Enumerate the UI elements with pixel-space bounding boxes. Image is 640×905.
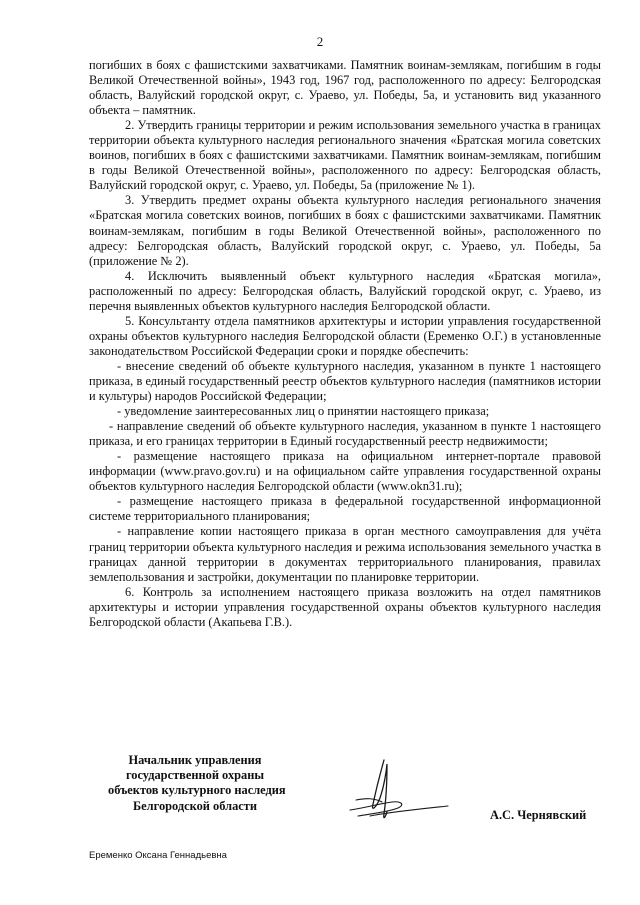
paragraph-item-2: 2. Утвердить границы территории и режим использования земельного участка в границах территории объекта культурного наследия регионального значения «Братская могила советских воинов, погибших в боях с фашистскими захватчиками. Памятник воинам-землякам, погибшим в годы Великой Отечественной войны», расположенного по адресу: Белгородская область, Валуйский городской округ, с. Ураево, ул. Победы, 5а (приложение № 1).	[89, 118, 601, 193]
paragraph-item-5: 5. Консультанту отдела памятников архитектуры и истории управления государственной охраны объектов культурного наследия Белгородской области (Еременко О.Г.) в установленные законодательством Российской Федерации сроки и порядке обеспечить:	[89, 313, 601, 358]
bullet-publication: - размещение настоящего приказа на официальном интернет-портале правовой информации (www.pravo.gov.ru) и на официальном сайте управления государственной охраны объектов культурного наследия Белгородской области (www.okn31.ru);	[89, 449, 601, 494]
executor-name: Еременко Оксана Геннадьевна	[89, 850, 227, 861]
bullet-local-government: - направление копии настоящего приказа в орган местного самоуправления для учёта границ территории объекта культурного наследия и режима использования земельного участка в границах данной территории в документах территориального планирования, правилах землепользования и застройки, документации по планировке территории.	[89, 524, 601, 584]
document-body	[89, 58, 601, 630]
paragraph-continuation: погибших в боях с фашистскими захватчиками. Памятник воинам-землякам, погибшим в годы Великой Отечественной войны», 1943 год, 1967 год, расположенного по адресу: Белгородская область, Валуйский городской округ, с. Ураево, ул. Победы, 5а, и установить вид указанного объекта – памятник.	[89, 58, 601, 118]
paragraph-item-3: 3. Утвердить предмет охраны объекта культурного наследия регионального значения «Братская могила советских воинов, погибших в боях с фашистскими захватчиками. Памятник воинам-землякам, погибшим в годы Великой Отечественной войны», расположенного по адресу: Белгородская область, Валуйский городской округ, с. Ураево, ул. Победы, 5а (приложение № 2).	[89, 193, 601, 268]
page-number: 2	[316, 34, 324, 49]
paragraph-item-4: 4. Исключить выявленный объект культурного наследия «Братская могила», расположенный по адресу: Белгородская область, Валуйский городской округ, с. Ураево, из перечня выявленных объектов культурного наследия Белгородской области.	[89, 268, 601, 313]
bullet-registry-entry: - внесение сведений об объекте культурного наследия, указанном в пункте 1 настоящего приказа, в единый государственный реестр объектов культурного наследия (памятников истории и культуры) народов Российской Федерации;	[89, 358, 601, 404]
signatory-name: А.С. Чернявский	[490, 808, 587, 822]
signatory-title-line: объектов культурного наследия	[108, 783, 286, 798]
handwritten-signature	[340, 752, 450, 834]
signatory-title	[108, 753, 286, 814]
bullet-notification: - уведомление заинтересованных лиц о принятии настоящего приказа;	[117, 404, 490, 419]
signatory-title-line: государственной охраны	[125, 768, 265, 783]
bullet-planning-system: - размещение настоящего приказа в федеральной государственной информационной системе территориального планирования;	[89, 494, 601, 524]
bullet-real-estate-registry: - направление сведений об объекте культурного наследия, указанном в пункте 1 настоящего приказа, и его границах территории в Единый государственный реестр недвижимости;	[89, 419, 601, 449]
signatory-title-line: Белгородской области	[132, 798, 257, 813]
signatory-title-line: Начальник управления	[128, 753, 262, 767]
paragraph-item-6: 6. Контроль за исполнением настоящего приказа возложить на отдел памятников архитектуры и истории управления государственной охраны объектов культурного наследия Белгородской области (Акапьева Г.В.).	[89, 584, 601, 629]
